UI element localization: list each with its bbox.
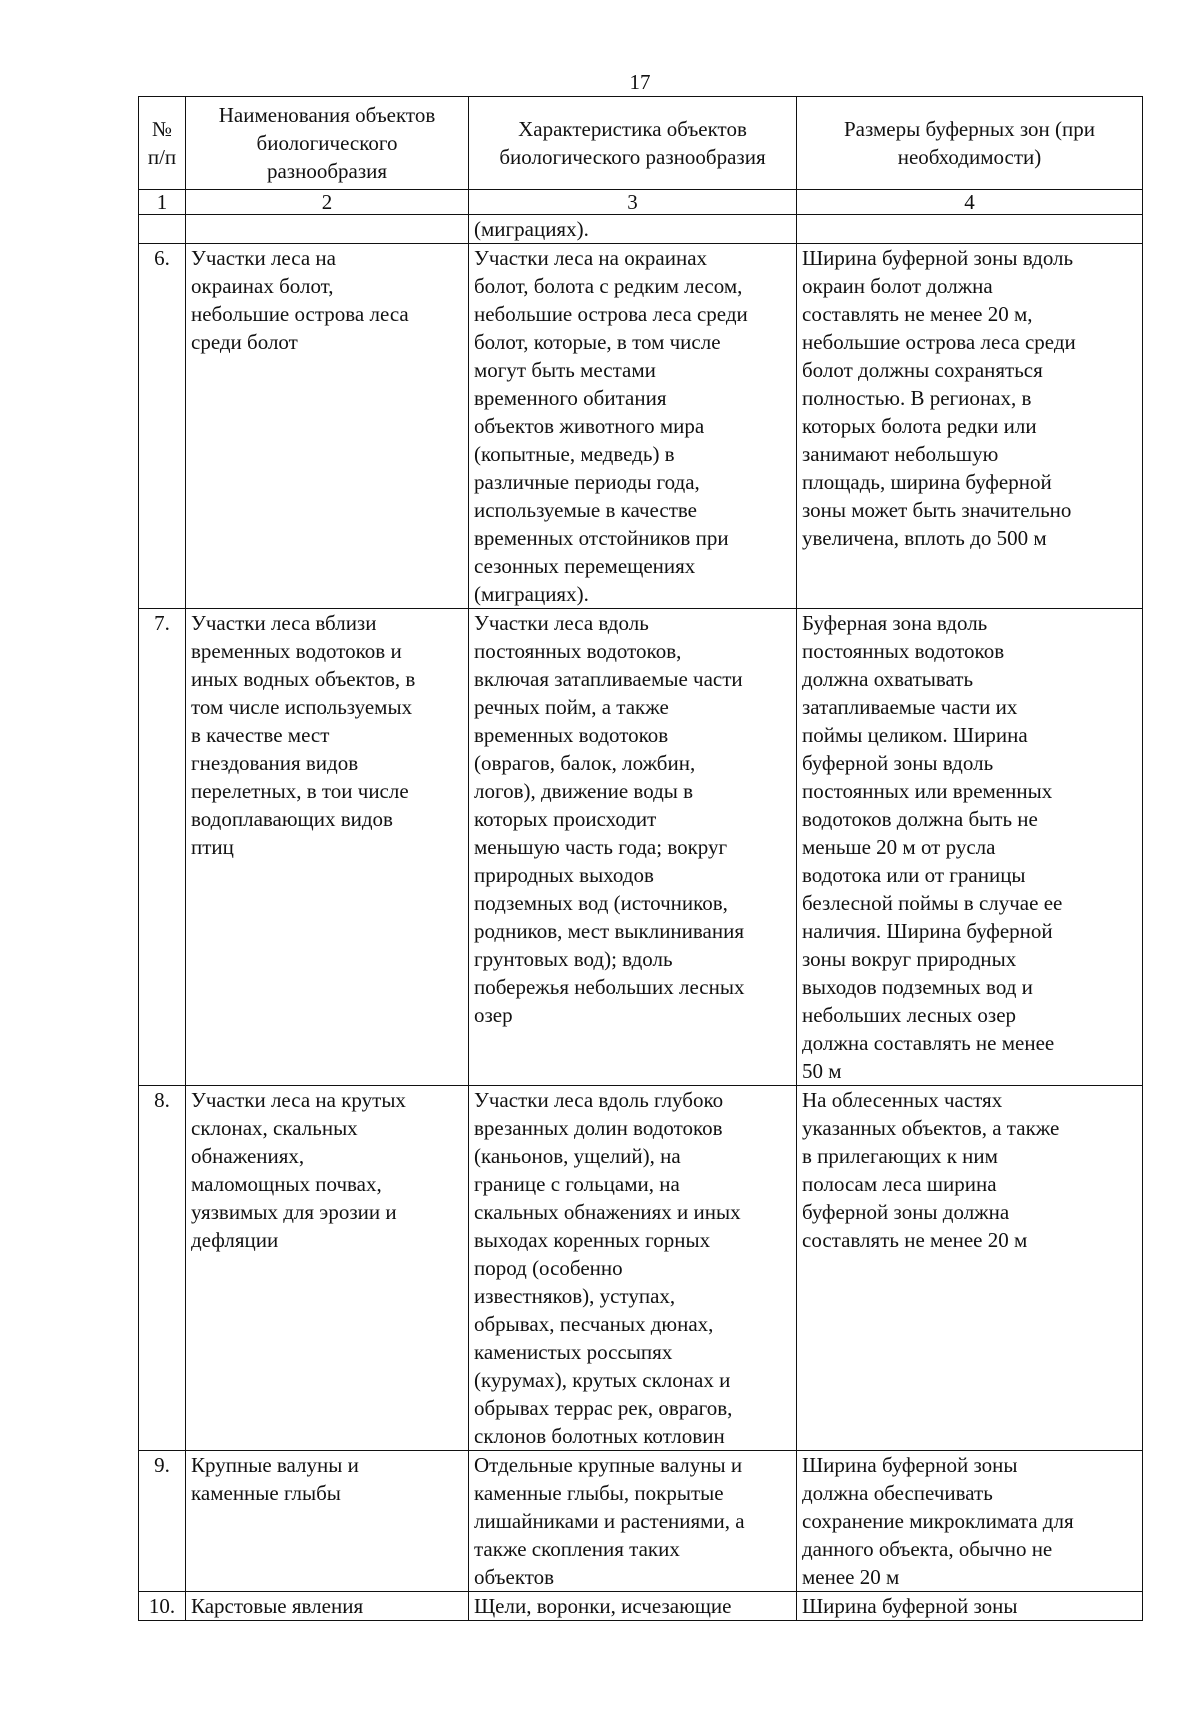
column-number: 2 bbox=[186, 190, 469, 215]
table-header-row bbox=[139, 97, 1143, 190]
table-row bbox=[139, 1086, 1143, 1451]
column-number: 4 bbox=[797, 190, 1143, 215]
column-number-row bbox=[139, 190, 1143, 215]
table-row bbox=[139, 609, 1143, 1086]
row-number: 10. bbox=[139, 1592, 186, 1621]
object-name bbox=[186, 215, 469, 244]
table-row bbox=[139, 244, 1143, 609]
buffer-size bbox=[797, 215, 1143, 244]
buffer-size: Ширина буферной зоны должна обеспечивать сохранение микроклимата для данного объекта, обычно не менее 20 м bbox=[797, 1451, 1143, 1592]
row-number bbox=[139, 215, 186, 244]
object-description: (миграциях). bbox=[469, 215, 797, 244]
buffer-size: Ширина буферной зоны вдоль окраин болот должна составлять не менее 20 м, небольшие острова леса среди болот должны сохраняться полностью. В регионах, в которых болота редки или занимают небольшую площадь, ширина буферной зоны может быть значительно увеличена, вплоть до 500 м bbox=[797, 244, 1143, 609]
page-number: 17 bbox=[629, 70, 651, 94]
object-description: Участки леса вдоль глубоко врезанных долин водотоков (каньонов, ущелий), на границе с гольцами, на скальных обнажениях и иных выходах коренных горных пород (особенно известняков), уступах, обрывах, песчаных дюнах, каменистых россыпях (курумах), крутых склонах и обрывах террас рек, оврагов, склонов болотных котловин bbox=[469, 1086, 797, 1451]
object-description: Участки леса вдоль постоянных водотоков, включая затапливаемые части речных пойм, а также временных водотоков (оврагов, балок, ложбин, логов), движение воды в которых происходит меньшую часть года; вокруг природных выходов подземных вод (источников, родников, мест выклинивания грунтовых вод); вдоль побережья небольших лесных озер bbox=[469, 609, 797, 1086]
object-name: Участки леса вблизи временных водотоков и иных водных объектов, в том числе используемых в качестве мест гнездования видов перелетных, в тои числе водоплавающих видов птиц bbox=[186, 609, 469, 1086]
row-number: 9. bbox=[139, 1451, 186, 1592]
object-description: Отдельные крупные валуны и каменные глыбы, покрытые лишайниками и растениями, а также скопления таких объектов bbox=[469, 1451, 797, 1592]
table-row bbox=[139, 1451, 1143, 1592]
object-name: Крупные валуны и каменные глыбы bbox=[186, 1451, 469, 1592]
object-name: Участки леса на крутых склонах, скальных обнажениях, маломощных почвах, уязвимых для эрозии и дефляции bbox=[186, 1086, 469, 1451]
header-number: № п/п bbox=[139, 97, 186, 190]
continuation-row bbox=[139, 215, 1143, 244]
column-number: 3 bbox=[469, 190, 797, 215]
row-number: 7. bbox=[139, 609, 186, 1086]
buffer-size: На облесенных частях указанных объектов, а также в прилегающих к ним полосам леса ширина буферной зоны должна составлять не менее 20 м bbox=[797, 1086, 1143, 1451]
row-number: 6. bbox=[139, 244, 186, 609]
table-row bbox=[139, 1592, 1143, 1621]
object-name: Участки леса на окраинах болот, небольшие острова леса среди болот bbox=[186, 244, 469, 609]
buffer-size: Буферная зона вдоль постоянных водотоков должна охватывать затапливаемые части их поймы целиком. Ширина буферной зоны вдоль постоянных или временных водотоков должна быть не меньше 20 м от русла водотока или от границы безлесной поймы в случае ее наличия. Ширина буферной зоны вокруг природных выходов подземных вод и небольших лесных озер должна составлять не менее 50 м bbox=[797, 609, 1143, 1086]
row-number: 8. bbox=[139, 1086, 186, 1451]
column-number: 1 bbox=[139, 190, 186, 215]
buffer-size: Ширина буферной зоны bbox=[797, 1592, 1143, 1621]
object-description: Участки леса на окраинах болот, болота с редким лесом, небольшие острова леса среди болот, которые, в том числе могут быть местами временного обитания объектов животного мира (копытные, медведь) в различные периоды года, используемые в качестве временных отстойников при сезонных перемещениях (миграциях). bbox=[469, 244, 797, 609]
header-object-name: Наименования объектов биологического разнообразия bbox=[186, 97, 469, 190]
object-description: Щели, воронки, исчезающие bbox=[469, 1592, 797, 1621]
biodiversity-objects-table bbox=[138, 96, 1143, 1621]
header-buffer-size: Размеры буферных зон (при необходимости) bbox=[797, 97, 1143, 190]
object-name: Карстовые явления bbox=[186, 1592, 469, 1621]
header-object-description: Характеристика объектов биологического разнообразия bbox=[469, 97, 797, 190]
